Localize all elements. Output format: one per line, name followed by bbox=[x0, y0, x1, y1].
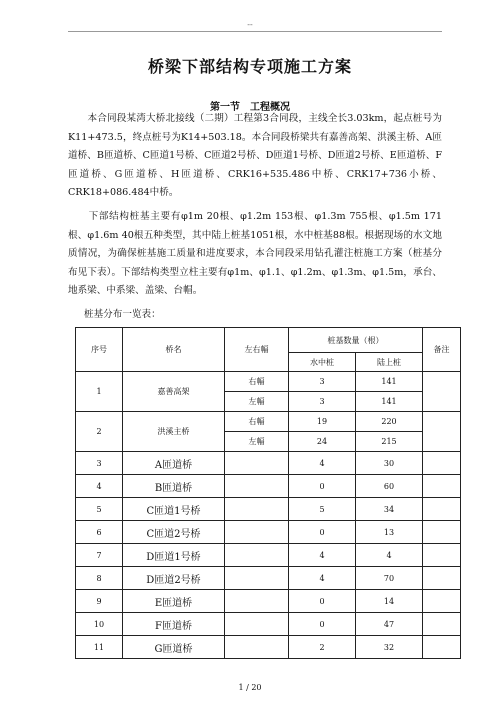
cell-side bbox=[225, 590, 289, 613]
cell-side bbox=[225, 452, 289, 475]
cell-seq: 11 bbox=[76, 636, 123, 659]
cell-land: 220 bbox=[356, 412, 423, 432]
cell-name: D匝道2号桥 bbox=[123, 567, 225, 590]
cell-seq: 10 bbox=[76, 613, 123, 636]
pile-text: 下部结构桩基主要有φ1m 20根、φ1.2m 153根、φ1.3m 755根、φ1.5m 171根、φ1.6m 40根五种类型，其中陆上桩基1051根，水中桩基88根。根据现场的水文地质情况，为确保桩基施工质量和进度要求，本合同段采用钻孔灌注桩施工方案（桩基分布见下表）。下部结构类型立柱主要有φ1m、φ1.1、φ1.2m、φ1.3m、φ1.5m，承台、地系梁、中系梁、盖梁、台帽。 bbox=[68, 211, 442, 297]
cell-name: F匝道桥 bbox=[123, 613, 225, 636]
cell-land: 141 bbox=[356, 372, 423, 392]
cell-side bbox=[225, 636, 289, 659]
cell-water: 4 bbox=[289, 452, 356, 475]
cell-water: 3 bbox=[289, 392, 356, 412]
pile-paragraph bbox=[68, 208, 442, 301]
overview-paragraph bbox=[68, 110, 442, 203]
cell-name: A匝道桥 bbox=[123, 452, 225, 475]
cell-land: 32 bbox=[356, 636, 423, 659]
cell-water: 2 bbox=[289, 636, 356, 659]
cell-name: C匝道2号桥 bbox=[123, 521, 225, 544]
table-row bbox=[76, 372, 461, 392]
cell-land: 30 bbox=[356, 452, 423, 475]
cell-note bbox=[423, 475, 461, 498]
header-rule bbox=[68, 31, 442, 32]
cell-land: 13 bbox=[356, 521, 423, 544]
cell-side bbox=[225, 567, 289, 590]
table-row bbox=[76, 613, 461, 636]
cell-water: 24 bbox=[289, 432, 356, 452]
cell-note bbox=[423, 452, 461, 475]
header-name: 桥名 bbox=[123, 328, 225, 372]
table-row bbox=[76, 452, 461, 475]
cell-water: 0 bbox=[289, 521, 356, 544]
cell-water: 0 bbox=[289, 590, 356, 613]
cell-seq: 1 bbox=[76, 372, 123, 412]
cell-water: 5 bbox=[289, 498, 356, 521]
cell-note bbox=[423, 372, 461, 412]
cell-water: 19 bbox=[289, 412, 356, 432]
page-header-mark: -- bbox=[247, 20, 253, 29]
cell-note bbox=[423, 590, 461, 613]
table-caption: 桩基分布一览表： bbox=[84, 309, 161, 320]
table-row bbox=[76, 475, 461, 498]
document-title: 桥梁下部结构专项施工方案 bbox=[147, 57, 352, 76]
header-side: 左右幅 bbox=[225, 328, 289, 372]
cell-name: 洪溪主桥 bbox=[123, 412, 225, 452]
cell-land: 4 bbox=[356, 544, 423, 567]
pile-distribution-table bbox=[75, 327, 461, 659]
cell-name: C匝道1号桥 bbox=[123, 498, 225, 521]
cell-side bbox=[225, 498, 289, 521]
cell-side bbox=[225, 521, 289, 544]
cell-land: 70 bbox=[356, 567, 423, 590]
cell-note bbox=[423, 567, 461, 590]
cell-side: 左幅 bbox=[225, 392, 289, 412]
cell-note bbox=[423, 636, 461, 659]
header-seq: 序号 bbox=[76, 328, 123, 372]
cell-seq: 6 bbox=[76, 521, 123, 544]
cell-name: G匝道桥 bbox=[123, 636, 225, 659]
cell-name: B匝道桥 bbox=[123, 475, 225, 498]
cell-name: D匝道1号桥 bbox=[123, 544, 225, 567]
section-heading: 第一节 工程概况 bbox=[210, 102, 290, 113]
cell-note bbox=[423, 412, 461, 452]
header-land: 陆上桩 bbox=[356, 353, 423, 372]
cell-seq: 8 bbox=[76, 567, 123, 590]
cell-seq: 4 bbox=[76, 475, 123, 498]
table-row bbox=[76, 521, 461, 544]
cell-note bbox=[423, 498, 461, 521]
page-number: 1 / 20 bbox=[238, 683, 262, 692]
cell-land: 215 bbox=[356, 432, 423, 452]
cell-land: 47 bbox=[356, 613, 423, 636]
cell-land: 60 bbox=[356, 475, 423, 498]
overview-text: 本合同段某湾大桥北接线（二期）工程第3合同段，主线全长3.03km，起点桩号为K11+473.5，终点桩号为K14+503.18。本合同段桥梁共有嘉善高架、洪溪主桥、A匝道桥、B匝道桥、C匝道1号桥、C匝道2号桥、D匝道1号桥、D匝道2号桥、E匝道桥、F匝道桥、G匝道桥、H匝道桥、CRK16+535.486中桥、CRK17+736小桥、CRK18+086.484中桥。 bbox=[68, 113, 443, 199]
cell-water: 0 bbox=[289, 475, 356, 498]
cell-side bbox=[225, 475, 289, 498]
cell-seq: 2 bbox=[76, 412, 123, 452]
cell-water: 3 bbox=[289, 372, 356, 392]
table-row bbox=[76, 567, 461, 590]
cell-note bbox=[423, 613, 461, 636]
cell-seq: 3 bbox=[76, 452, 123, 475]
header-note: 备注 bbox=[423, 328, 461, 372]
table-row bbox=[76, 544, 461, 567]
cell-land: 34 bbox=[356, 498, 423, 521]
table-row bbox=[76, 412, 461, 432]
cell-note bbox=[423, 544, 461, 567]
cell-water: 4 bbox=[289, 544, 356, 567]
cell-side bbox=[225, 544, 289, 567]
cell-land: 141 bbox=[356, 392, 423, 412]
cell-seq: 7 bbox=[76, 544, 123, 567]
cell-name: 嘉善高架 bbox=[123, 372, 225, 412]
cell-side: 右幅 bbox=[225, 372, 289, 392]
cell-seq: 9 bbox=[76, 590, 123, 613]
cell-side: 右幅 bbox=[225, 412, 289, 432]
table-row bbox=[76, 636, 461, 659]
cell-water: 4 bbox=[289, 567, 356, 590]
cell-land: 14 bbox=[356, 590, 423, 613]
cell-name: E匝道桥 bbox=[123, 590, 225, 613]
table-row bbox=[76, 590, 461, 613]
header-count-group: 桩基数量（根） bbox=[289, 328, 423, 353]
header-water: 水中桩 bbox=[289, 353, 356, 372]
cell-note bbox=[423, 521, 461, 544]
cell-seq: 5 bbox=[76, 498, 123, 521]
table-row bbox=[76, 498, 461, 521]
cell-side: 左幅 bbox=[225, 432, 289, 452]
cell-side bbox=[225, 613, 289, 636]
cell-water: 0 bbox=[289, 613, 356, 636]
